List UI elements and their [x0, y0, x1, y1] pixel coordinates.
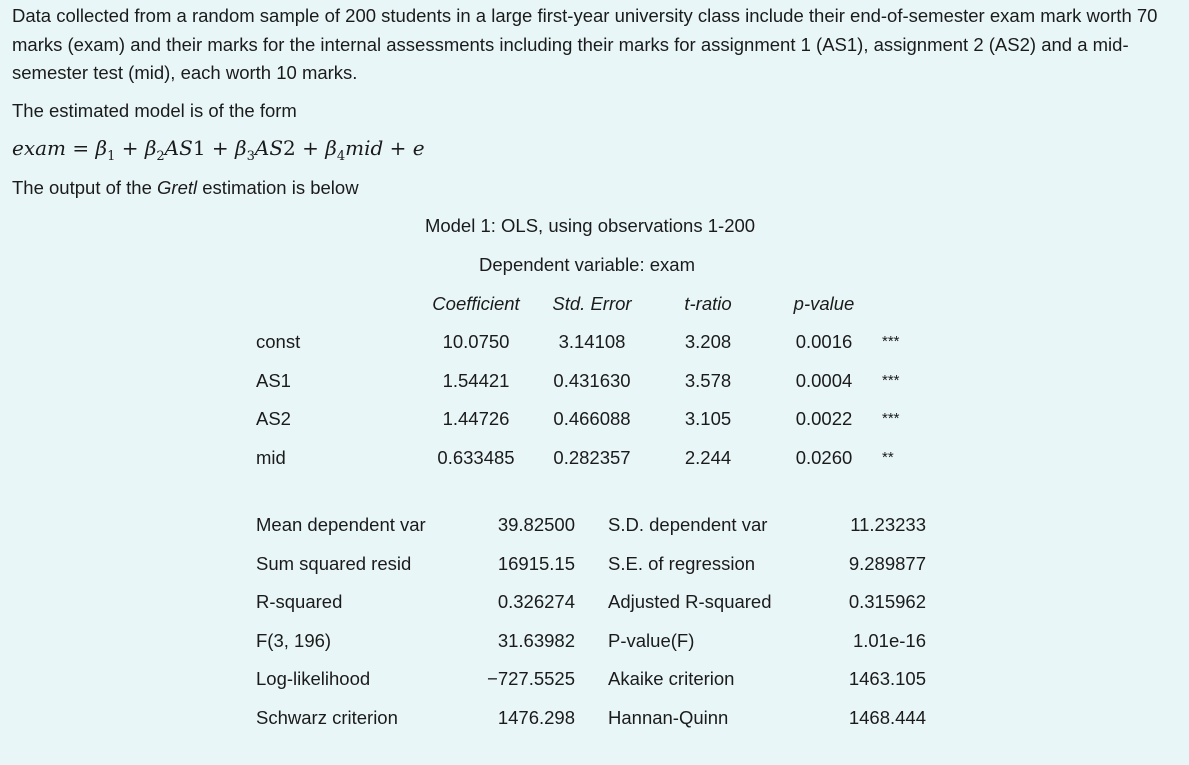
- eq-beta-3: β: [235, 136, 247, 160]
- row-p: 0.0004: [795, 370, 853, 391]
- stat-value-right: 9.289877: [848, 553, 926, 574]
- stat-label-left: R-squared: [256, 591, 343, 612]
- stat-label-right: Akaike criterion: [608, 668, 735, 689]
- stat-value-left: 1476.298: [497, 707, 575, 728]
- row-p: 0.0260: [795, 447, 853, 468]
- output-intro-software: Gretl: [157, 177, 198, 198]
- stat-value-left: 16915.15: [497, 553, 575, 574]
- dependent-variable: Dependent variable: exam: [479, 254, 695, 275]
- row-stars: ***: [882, 333, 900, 350]
- stat-label-right: S.E. of regression: [608, 553, 756, 574]
- eq-beta-1-sub: 1: [107, 149, 116, 164]
- eq-beta-3-sub: 3: [246, 149, 255, 164]
- header-t-ratio: t-ratio: [684, 293, 732, 314]
- intro-paragraph: Data collected from a random sample of 200 students in a large first-year university class include their end-of-semester exam mark worth 70 marks (exam) and their marks for the internal assessments including their marks for assignment 1 (AS1), assignment 2 (AS2) and a mid-semester test (mid), each worth 10 marks.: [12, 5, 1158, 83]
- row-coef: 1.44726: [442, 408, 510, 429]
- row-t: 3.578: [684, 370, 732, 391]
- output-intro-after: estimation is below: [197, 177, 359, 198]
- row-se: 0.466088: [553, 408, 631, 429]
- eq-beta-4-sub: 4: [336, 149, 346, 164]
- stat-label-right: Hannan-Quinn: [608, 707, 729, 728]
- output-intro-before: The output of the: [12, 177, 158, 198]
- row-t: 3.105: [684, 408, 732, 429]
- row-coef: 1.54421: [442, 370, 510, 391]
- model-title: Model 1: OLS, using observations 1-200: [424, 215, 756, 236]
- stat-value-right: 1463.105: [848, 668, 926, 689]
- eq-var-3: AS: [254, 136, 284, 160]
- stat-label-left: Log-likelihood: [256, 668, 371, 689]
- stat-value-right: 1.01e-16: [852, 630, 926, 651]
- row-name: AS1: [256, 370, 291, 391]
- eq-beta-2: β: [144, 136, 157, 160]
- row-t: 2.244: [684, 447, 732, 468]
- eq-beta-4: β: [325, 136, 337, 160]
- stat-label-right: P-value(F): [608, 630, 695, 651]
- eq-beta-2-sub: 2: [156, 149, 165, 164]
- row-coef: 10.0750: [442, 331, 510, 352]
- row-p: 0.0016: [795, 331, 853, 352]
- stat-label-right: Adjusted R-squared: [608, 591, 772, 612]
- eq-error: e: [412, 136, 425, 160]
- stat-value-right: 1468.444: [848, 707, 926, 728]
- row-stars: **: [882, 449, 894, 466]
- eq-plus-2: +: [211, 136, 229, 160]
- eq-var-2-num: 1: [192, 136, 206, 160]
- stat-value-right: 11.23233: [850, 514, 926, 535]
- eq-var-3-num: 2: [283, 136, 296, 160]
- eq-var-4: mid: [345, 136, 384, 160]
- row-name: AS2: [256, 408, 291, 429]
- row-coef: 0.633485: [437, 447, 515, 468]
- output-intro: [12, 174, 1177, 203]
- eq-beta-1: β: [95, 136, 108, 160]
- stat-label-left: F(3, 196): [256, 630, 332, 651]
- eq-lhs: exam: [12, 136, 67, 160]
- stat-value-left: 31.63982: [497, 630, 575, 651]
- model-equation: [12, 134, 1177, 172]
- row-se: 3.14108: [558, 331, 626, 352]
- row-name: mid: [256, 447, 286, 468]
- header-p-value: p-value: [793, 293, 855, 314]
- stat-label-left: Schwarz criterion: [256, 707, 398, 728]
- row-se: 0.282357: [553, 447, 631, 468]
- row-stars: ***: [882, 372, 900, 389]
- stat-label-right: S.D. dependent var: [608, 514, 768, 535]
- stat-value-right: 0.315962: [848, 591, 926, 612]
- stat-value-left: 0.326274: [497, 591, 575, 612]
- stat-value-left: −727.5525: [487, 668, 575, 689]
- row-name: const: [256, 331, 301, 352]
- row-se: 0.431630: [553, 370, 631, 391]
- row-t: 3.208: [684, 331, 732, 352]
- stat-label-left: Sum squared resid: [256, 553, 412, 574]
- eq-equals: =: [72, 136, 90, 160]
- eq-plus-3: +: [302, 136, 319, 160]
- eq-plus-1: +: [121, 136, 139, 160]
- eq-plus-4: +: [389, 136, 407, 160]
- stat-label-left: Mean dependent var: [256, 514, 426, 535]
- row-p: 0.0022: [795, 408, 853, 429]
- stat-value-left: 39.82500: [497, 514, 575, 535]
- eq-var-2: AS: [164, 136, 193, 160]
- model-form-text: The estimated model is of the form: [12, 100, 297, 121]
- header-coefficient: Coefficient: [432, 293, 520, 314]
- header-std-error: Std. Error: [552, 293, 632, 314]
- row-stars: ***: [882, 410, 900, 427]
